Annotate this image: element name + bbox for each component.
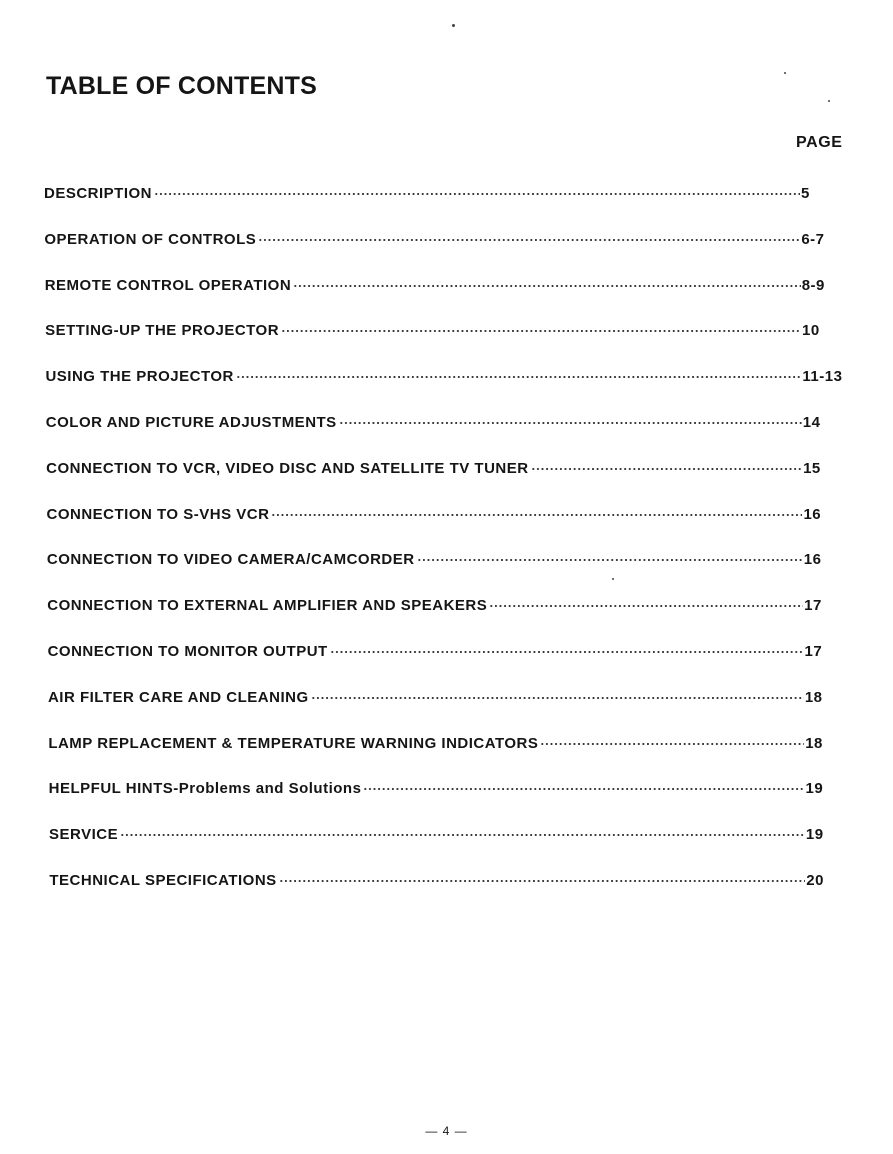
page-title: TABLE OF CONTENTS: [46, 72, 317, 100]
toc-entry-connection-svhs: [47, 501, 848, 523]
toc-entry-page: 16: [803, 551, 822, 569]
page-number-footer: — 4 —: [425, 1124, 468, 1138]
toc-entry-lamp-replacement: [48, 730, 849, 752]
toc-entry-connection-amplifier: [47, 592, 848, 614]
toc-entry-connection-vcr: [46, 455, 847, 477]
toc-entry-setting-up: [45, 317, 846, 339]
dot-leader: [330, 647, 804, 657]
toc-entry-page: 18: [804, 688, 823, 706]
toc-entry-label: OPERATION OF CONTROLS: [44, 230, 257, 248]
dot-leader: [417, 555, 803, 565]
toc-entry-page: 19: [805, 826, 824, 844]
toc-entry-page: 8-9: [801, 276, 825, 294]
dot-leader: [531, 464, 803, 474]
scan-speck: [828, 100, 830, 102]
dot-leader: [258, 235, 800, 245]
dot-leader: [311, 693, 804, 703]
toc-entry-label: SERVICE: [49, 826, 119, 844]
scan-speck: [612, 578, 614, 580]
toc-entry-using-the-projector: [45, 363, 846, 385]
scan-speck: [452, 24, 455, 27]
dot-leader: [154, 189, 800, 199]
toc-entry-label: CONNECTION TO VIDEO CAMERA/CAMCORDER: [46, 551, 415, 569]
toc-entry-label: TECHNICAL SPECIFICATIONS: [49, 872, 277, 889]
dot-leader: [236, 372, 802, 382]
toc-entry-label: USING THE PROJECTOR: [45, 368, 234, 386]
dot-leader: [540, 739, 804, 749]
dot-leader: [271, 510, 802, 520]
toc-entry-label: AIR FILTER CARE AND CLEANING: [47, 688, 309, 706]
toc-entry-page: 17: [804, 643, 823, 660]
toc-entry-description: [44, 180, 845, 202]
toc-entry-color-and-picture: [46, 409, 847, 431]
toc-entry-page: 10: [802, 322, 820, 340]
toc-entry-operation-of-controls: [44, 226, 845, 248]
toc-entry-page: 20: [806, 872, 824, 889]
toc-entry-page: 5: [801, 185, 810, 202]
toc-entry-label: LAMP REPLACEMENT & TEMPERATURE WARNING INDICATORS: [48, 734, 539, 752]
toc-entry-page: 15: [803, 459, 821, 477]
toc-entry-remote-control-operation: [45, 272, 846, 294]
toc-entry-label: CONNECTION TO EXTERNAL AMPLIFIER AND SPEAKERS: [47, 597, 488, 615]
toc-entry-label: CONNECTION TO MONITOR OUTPUT: [47, 643, 328, 660]
dot-leader: [363, 784, 804, 794]
dot-leader: [120, 830, 805, 840]
toc-entry-label: SETTING-UP THE PROJECTOR: [45, 322, 280, 340]
toc-entry-page: 18: [805, 734, 823, 752]
toc-entry-air-filter: [48, 684, 849, 706]
page-column-header: PAGE: [796, 134, 843, 151]
toc-entry-label: CONNECTION TO VCR, VIDEO DISC AND SATELLITE TV TUNER: [46, 459, 529, 477]
toc-entry-connection-monitor: [48, 638, 849, 660]
scan-speck: [784, 72, 786, 74]
toc-entry-label: COLOR AND PICTURE ADJUSTMENTS: [45, 414, 337, 431]
dot-leader: [279, 876, 806, 886]
toc-entry-label: DESCRIPTION: [44, 185, 153, 202]
toc-entry-label: HELPFUL HINTS-Problems and Solutions: [48, 780, 362, 798]
toc-entry-helpful-hints: [49, 775, 850, 797]
toc-entry-page: 11-13: [802, 368, 843, 386]
toc-entry-page: 19: [805, 780, 824, 798]
dot-leader: [339, 418, 802, 428]
toc-entry-page: 6-7: [801, 230, 825, 248]
toc-entry-connection-camera: [47, 546, 848, 568]
toc-entry-service: [49, 821, 850, 843]
toc-entry-label: CONNECTION TO S-VHS VCR: [46, 505, 270, 523]
toc-entry-page: 17: [804, 597, 822, 615]
toc-entry-page: 16: [803, 505, 822, 523]
toc-entry-technical-specifications: [49, 867, 850, 889]
toc-entry-label: REMOTE CONTROL OPERATION: [44, 276, 292, 294]
dot-leader: [293, 281, 801, 291]
toc-entry-page: 14: [802, 414, 821, 431]
dot-leader: [281, 326, 801, 336]
dot-leader: [489, 601, 803, 611]
